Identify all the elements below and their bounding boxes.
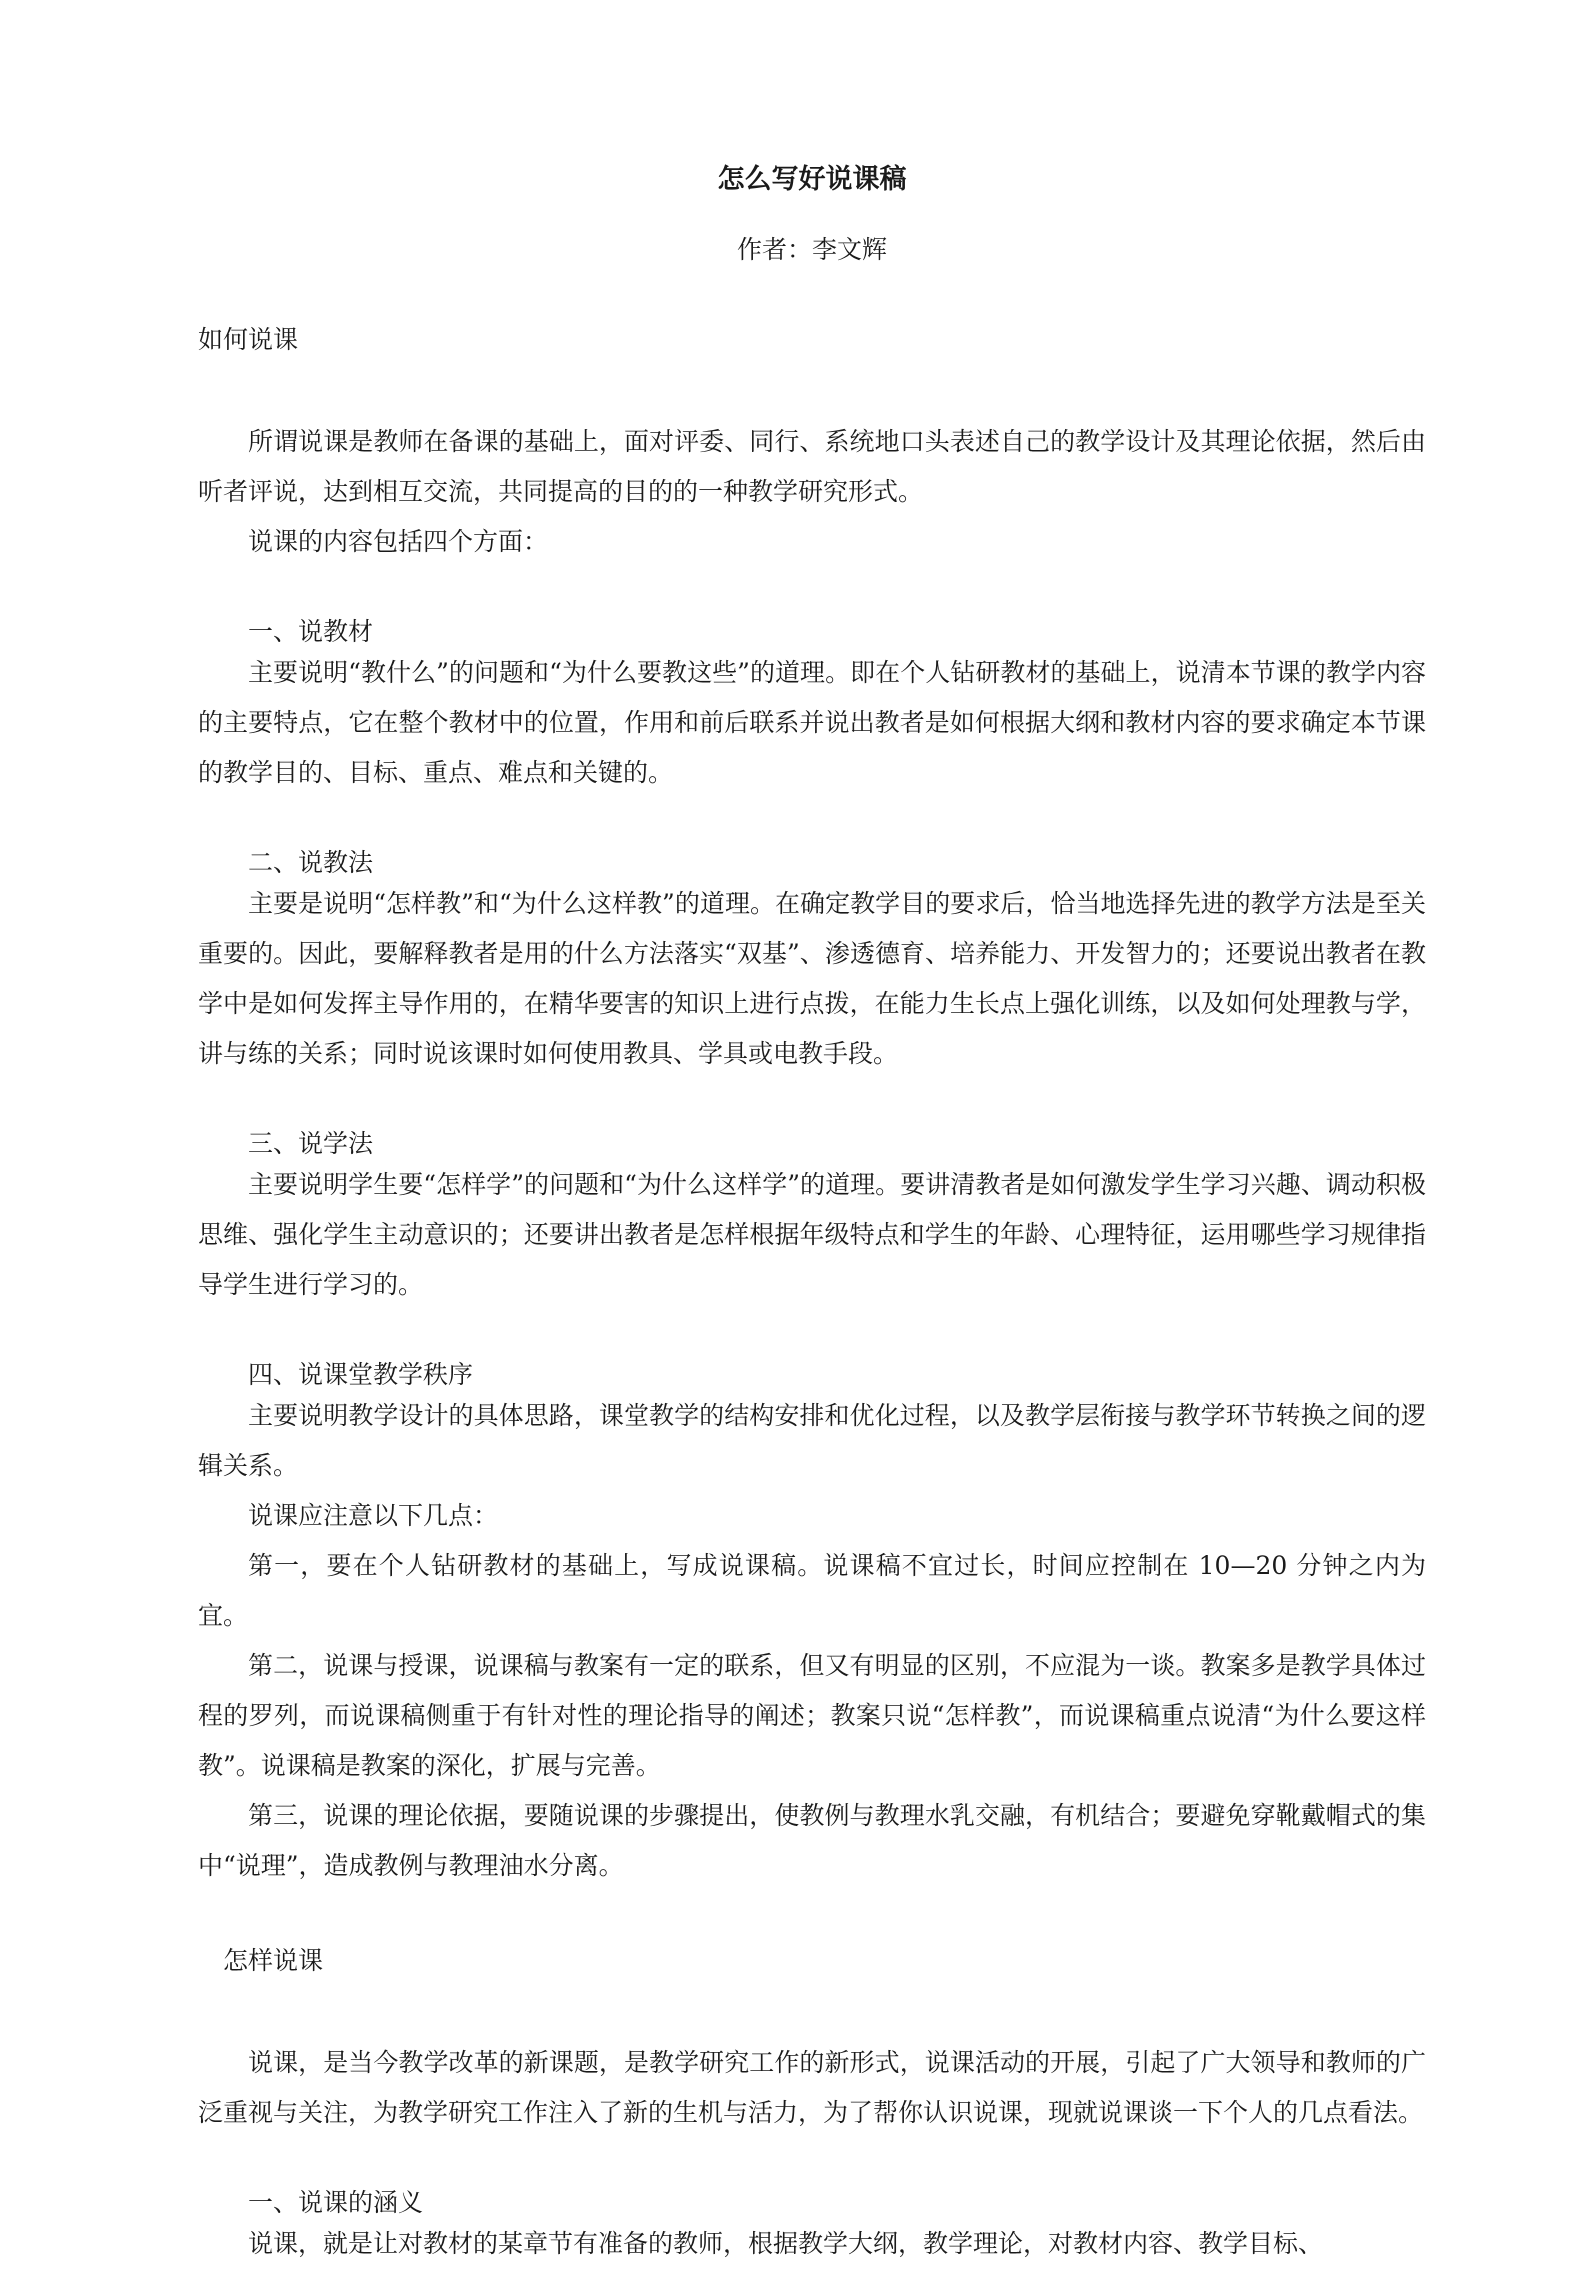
part2-intro: 说课，是当今教学改革的新课题，是教学研究工作的新形式，说课活动的开展，引起了广大领导和教师的广泛重视与关注，为教学研究工作注入了新的生机与活力，为了帮你认识说课，现就说课谈一下个人的几点看法。 [198,2048,1426,2127]
section-heading-xuefa: 三、说学法 [248,1129,374,1158]
section-body-xuefa: 主要说明学生要“怎样学”的问题和“为什么这样学”的道理。要讲清教者是如何激发学生学习兴趣、调动积极思维、强化学生主动意识的；还要讲出教者是怎样根据年级特点和学生的年龄、心理特征，运用哪些学习规律指导学生进行学习的。 [198,1170,1426,1299]
section-body-jiaocai: 主要说明“教什么”的问题和“为什么要教这些”的道理。即在个人钻研教材的基础上，说清本节课的教学内容的主要特点，它在整个教材中的位置，作用和前后联系并说出教者是如何根据大纲和教材内容的要求确定本节课的教学目的、目标、重点、难点和关键的。 [198,658,1426,787]
section-body-hanyi: 说课，就是让对教材的某章节有准备的教师，根据教学大纲，教学理论，对教材内容、教学目标、 [248,2229,1324,2258]
section-body-jiaofa: 主要是说明“怎样教”和“为什么这样教”的道理。在确定教学目的要求后，恰当地选择先进的教学方法是至关重要的。因此，要解释教者是用的什么方法落实“双基”、渗透德育、培养能力、开发智力的；还要说出教者在教学中是如何发挥主导作用的，在精华要害的知识上进行点拨，在能力生长点上强化训练，以及如何处理教与学，讲与练的关系；同时说该课时如何使用教具、学具或电教手段。 [198,889,1426,1068]
note-item-2: 第二，说课与授课，说课稿与教案有一定的联系，但又有明显的区别，不应混为一谈。教案多是教学具体过程的罗列，而说课稿侧重于有针对性的理论指导的阐述；教案只说“怎样教”，而说课稿重点说清“为什么要这样教”。说课稿是教案的深化，扩展与完善。 [198,1651,1426,1780]
section-heading-hanyi: 一、说课的涵义 [248,2188,424,2217]
document-author: 作者：李文辉 [736,235,887,264]
notes-intro: 说课应注意以下几点： [248,1501,499,1530]
section-body-zhixu: 主要说明教学设计的具体思路，课堂教学的结构安排和优化过程，以及教学层衔接与教学环节转换之间的逻辑关系。 [198,1401,1426,1480]
note-item-3: 第三，说课的理论依据，要随说课的步骤提出，使教例与教理水乳交融，有机结合；要避免穿靴戴帽式的集中“说理”，造成教例与教理油水分离。 [198,1801,1426,1880]
note-item-1: 第一，要在个人钻研教材的基础上，写成说课稿。说课稿不宜过长，时间应控制在 10—20 分钟之内为宜。 [198,1551,1426,1630]
part2-heading: 怎样说课 [223,1946,324,1975]
section-heading-jiaofa: 二、说教法 [248,848,374,877]
part1-heading: 如何说课 [198,325,299,354]
part1-intro2: 说课的内容包括四个方面： [248,527,549,556]
part1-intro: 所谓说课是教师在备课的基础上，面对评委、同行、系统地口头表述自己的教学设计及其理论依据，然后由听者评说，达到相互交流，共同提高的目的的一种教学研究形式。 [198,427,1426,506]
section-heading-zhixu: 四、说课堂教学秩序 [248,1360,474,1389]
section-heading-jiaocai: 一、说教材 [248,617,374,646]
document-title: 怎么写好说课稿 [717,164,907,195]
